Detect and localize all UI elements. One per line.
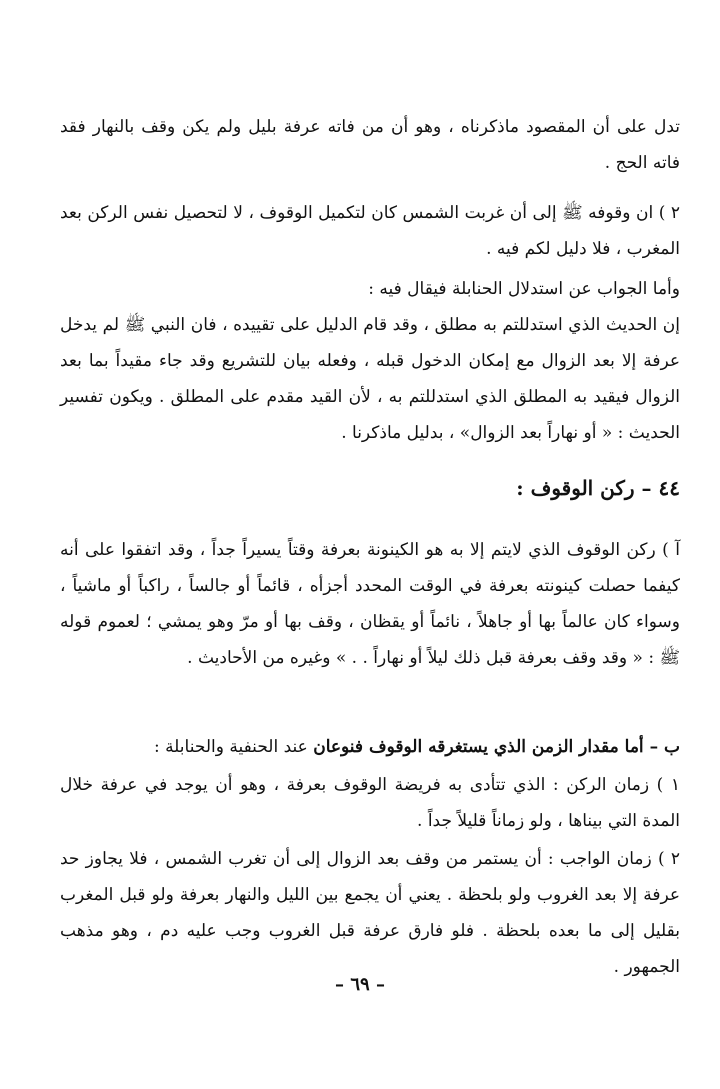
paragraph-5: آ ) ركن الوقوف الذي لايتم إلا به هو الكينونة بعرفة وقتاً يسيراً جداً ، وقد اتفقوا على أنه كيفما حصلت كينونته بعرفة في الوقت المحدد أجزأه ، قائماً أو جالساً ، راكباً أو ماشياً ، وسواء كان عالماً بها أو جاهلاً ، نائماً أو يقظان ، وقف بها أو مرّ وهو يمشي ؛ لعموم قوله ﷺ : « وقد وقف بعرفة قبل ذلك ليلاً أو نهاراً . . » وغيره من الأحاديث . (60, 540, 680, 668)
paragraph-1: تدل على أن المقصود ماذكرناه ، وهو أن من فاته عرفة بليل ولم يكن وقف بالنهار فقد فاته الحج . (60, 117, 680, 173)
paragraph-7: ١ ) زمان الركن : الذي تتأدى به فريضة الوقوف بعرفة ، وهو أن يوجد في عرفة خلال المدة التي بيناها ، ولو زماناً قليلاً جداً . (60, 775, 680, 831)
section-heading: ٤٤ – ركن الوقوف : (516, 476, 680, 500)
paragraph-3: وأما الجواب عن استدلال الحنابلة فيقال فيه : (368, 279, 680, 299)
paragraph-4: إن الحديث الذي استدللتم به مطلق ، وقد قام الدليل على تقييده ، فان النبي ﷺ لم يدخل عرفة إلا بعد الزوال مع إمكان الدخول قبله ، وفعله بيان للتشريع وقد جاء مقيداً بما بعد الزوال فيقيد به المطلق الذي استدللتم به ، لأن القيد مقدم على المطلق . ويكون تفسير الحديث : « أو نهاراً بعد الزوال» ، بدليل ماذكرنا . (60, 315, 680, 443)
paragraph-8: ٢ ) زمان الواجب : أن يستمر من وقف بعد الزوال إلى أن تغرب الشمس ، فلا يجاوز حد عرفة إلا بعد الغروب ولو بلحظة . يعني أن يجمع بين الليل والنهار بعرفة ولو قبل المغرب بقليل إلى ما بعده بلحظة . فلو فارق عرفة قبل الغروب وجب عليه دم ، وهو مذهب الجمهور . (60, 849, 680, 977)
paragraph-2: ٢ ) ان وقوفه ﷺ إلى أن غربت الشمس كان لتكميل الوقوف ، لا لتحصيل نفس الركن بعد المغرب ، فلا دليل لكم فيه . (60, 203, 680, 259)
paragraph-6-rest: عند الحنفية والحنابلة : (153, 737, 314, 757)
paragraph-6 (60, 729, 680, 765)
paragraph-6-bold: ب – أما مقدار الزمن الذي يستغرقه الوقوف فنوعان (313, 737, 680, 757)
page-number: – ٦٩ – (335, 974, 385, 995)
